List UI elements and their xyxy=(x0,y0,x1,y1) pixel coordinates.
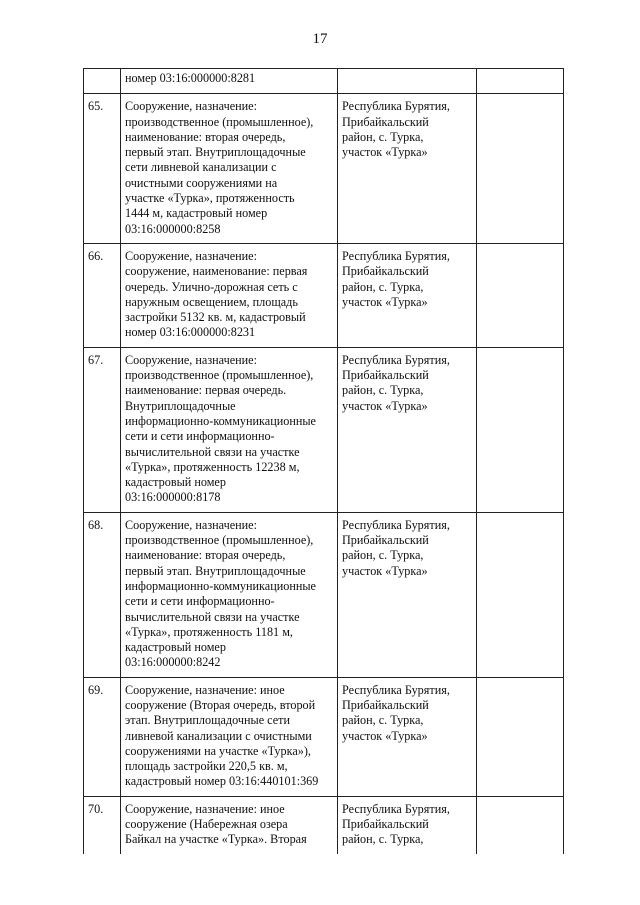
table-row xyxy=(84,796,564,853)
object-description-cell xyxy=(121,796,338,853)
object-address-cell xyxy=(338,796,477,853)
object-description-cell xyxy=(121,512,338,677)
object-description: Сооружение, назначение: производственное (промышленное), наименование: первая очередь. Внутриплощадочные информационно-коммуникационные сети и сети информационно- вычислительной связи на участке «Турка», протяженность 12238 м, кадастровый номер 03:16:000000:8178 xyxy=(125,352,316,505)
object-description-cell xyxy=(121,94,338,244)
object-address: Республика Бурятия, Прибайкальский район, с. Турка, участок «Турка» xyxy=(342,99,450,160)
object-address-cell xyxy=(338,677,477,796)
object-address: Республика Бурятия, Прибайкальский район, с. Турка, участок «Турка» xyxy=(342,352,450,413)
object-description-cell xyxy=(121,677,338,796)
object-description: номер 03:16:000000:8281 xyxy=(125,71,256,85)
table-row xyxy=(84,512,564,677)
extra-column-cell xyxy=(477,347,564,512)
object-description: Сооружение, назначение: производственное (промышленное), наименование: вторая очередь, первый этап. Внутриплощадочные информационно-коммуникационные сети и сети информационно- вычислительной связи на участке «Турка», протяженность 1181 м, кадастровый номер 03:16:000000:8242 xyxy=(125,517,316,670)
row-number-cell xyxy=(84,796,121,853)
extra-column-cell xyxy=(477,94,564,244)
object-description-cell xyxy=(121,69,338,94)
row-number: 69. xyxy=(88,682,104,697)
row-number: 70. xyxy=(88,801,104,816)
table-row xyxy=(84,94,564,244)
object-address-cell xyxy=(338,69,477,94)
table-row xyxy=(84,243,564,347)
object-description: Сооружение, назначение: производственное (промышленное), наименование: вторая очередь, первый этап. Внутриплощадочные сети ливневой канализации с очистными сооружениями на участке «Турка», протяженность 1444 м, кадастровый номер 03:16:000000:8258 xyxy=(125,99,314,236)
object-description: Сооружение, назначение: сооружение, наименование: первая очередь. Улично-дорожная сеть с наружным освещением, площадь застройки 5132 кв. м, кадастровый номер 03:16:000000:8231 xyxy=(125,248,308,340)
table-body xyxy=(84,69,564,854)
table-row xyxy=(84,677,564,796)
property-register-table xyxy=(83,68,564,854)
row-number-cell xyxy=(84,347,121,512)
extra-column-cell xyxy=(477,677,564,796)
page-number: 17 xyxy=(312,31,328,47)
extra-column-cell xyxy=(477,69,564,94)
row-number: 66. xyxy=(88,248,104,263)
row-number-cell xyxy=(84,512,121,677)
extra-column-cell xyxy=(477,243,564,347)
object-address: Республика Бурятия, Прибайкальский район, с. Турка, участок «Турка» xyxy=(342,682,450,743)
row-number: 67. xyxy=(88,352,104,367)
object-address-cell xyxy=(338,243,477,347)
object-address: Республика Бурятия, Прибайкальский район, с. Турка, xyxy=(342,801,450,847)
extra-column-cell xyxy=(477,796,564,853)
object-address-cell xyxy=(338,94,477,244)
row-number-cell xyxy=(84,94,121,244)
object-description: Сооружение, назначение: иное сооружение (Набережная озера Байкал на участке «Турка». Вторая xyxy=(125,801,307,847)
object-address: Республика Бурятия, Прибайкальский район, с. Турка, участок «Турка» xyxy=(342,517,450,578)
row-number: 65. xyxy=(88,99,104,114)
object-description-cell xyxy=(121,243,338,347)
object-description-cell xyxy=(121,347,338,512)
row-number-cell xyxy=(84,69,121,94)
table-row xyxy=(84,347,564,512)
object-address: Республика Бурятия, Прибайкальский район, с. Турка, участок «Турка» xyxy=(342,248,450,309)
table-row xyxy=(84,69,564,94)
object-description: Сооружение, назначение: иное сооружение (Вторая очередь, второй этап. Внутриплощадочные сети ливневой канализации с очистными сооружениями на участке «Турка»), площадь застройки 220,5 кв. м, кадастровый номер 03:16:440101:369 xyxy=(125,682,319,789)
object-address-cell xyxy=(338,512,477,677)
row-number-cell xyxy=(84,677,121,796)
extra-column-cell xyxy=(477,512,564,677)
row-number: 68. xyxy=(88,517,104,532)
row-number-cell xyxy=(84,243,121,347)
object-address-cell xyxy=(338,347,477,512)
